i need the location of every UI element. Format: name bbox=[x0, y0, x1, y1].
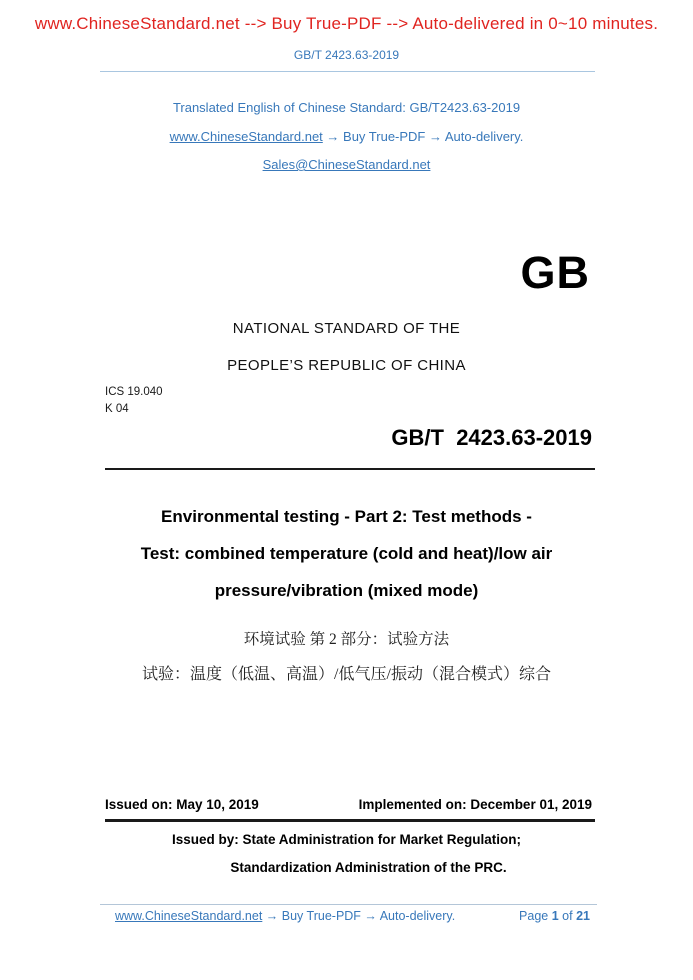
footer-divider bbox=[100, 904, 597, 905]
issued-by-line-2: Standardization Administration of the PRC. bbox=[230, 860, 507, 875]
translated-title-line: Translated English of Chinese Standard: GB/T2423.63-2019 bbox=[172, 100, 521, 115]
ics-code: ICS 19.040 bbox=[105, 386, 163, 398]
doc-code-header: GB/T 2423.63-2019 bbox=[293, 48, 400, 62]
national-standard-line-1: NATIONAL STANDARD OF THE bbox=[232, 320, 461, 337]
promo-banner: www.ChineseStandard.net --> Buy True-PDF --> Auto-delivered in 0~10 minutes. bbox=[34, 14, 659, 33]
header-divider bbox=[100, 71, 595, 72]
of-label: of bbox=[562, 909, 573, 923]
footer-left bbox=[115, 909, 455, 923]
buy-link-line bbox=[0, 129, 693, 144]
page-number: 1 bbox=[551, 909, 559, 923]
title-en-line-1: Environmental testing - Part 2: Test methods - bbox=[161, 507, 532, 526]
title-divider bbox=[105, 468, 595, 470]
issued-on-label: Issued on: May 10, 2019 bbox=[105, 797, 259, 812]
page-total: 21 bbox=[576, 909, 590, 923]
standard-number: GB/T 2423.63-2019 bbox=[391, 425, 592, 450]
sales-email-line bbox=[0, 157, 693, 172]
page-indicator bbox=[519, 909, 590, 923]
title-en-line-2: Test: combined temperature (cold and heat)/low air bbox=[140, 544, 553, 563]
title-cn-line-2: 试验：温度（低温、高温）/低气压/振动（混合模式）综合 bbox=[142, 666, 551, 683]
title-en-line-3: pressure/vibration (mixed mode) bbox=[214, 581, 479, 600]
issue-divider bbox=[105, 819, 595, 822]
footer-tail: → Buy True-PDF → Auto-delivery. bbox=[262, 909, 456, 923]
sales-email-link[interactable]: Sales@ChineseStandard.net bbox=[262, 157, 431, 172]
national-standard-line-2: PEOPLE’S REPUBLIC OF CHINA bbox=[227, 357, 466, 374]
k-classification-code: K 04 bbox=[105, 403, 129, 415]
implemented-on-label: Implemented on: December 01, 2019 bbox=[358, 797, 592, 812]
page-label: Page bbox=[519, 909, 549, 923]
gb-logo: GB bbox=[520, 247, 590, 298]
chinesestandard-link[interactable]: www.ChineseStandard.net bbox=[169, 129, 323, 144]
buy-link-tail: → Buy True-PDF → Auto-delivery. bbox=[322, 129, 524, 144]
footer-chinesestandard-link[interactable]: www.ChineseStandard.net bbox=[115, 909, 263, 923]
issued-by-line-1: Issued by: State Administration for Market Regulation; bbox=[171, 832, 522, 847]
footer bbox=[115, 909, 590, 923]
title-cn-line-1: 环境试验 第 2 部分：试验方法 bbox=[243, 631, 450, 648]
